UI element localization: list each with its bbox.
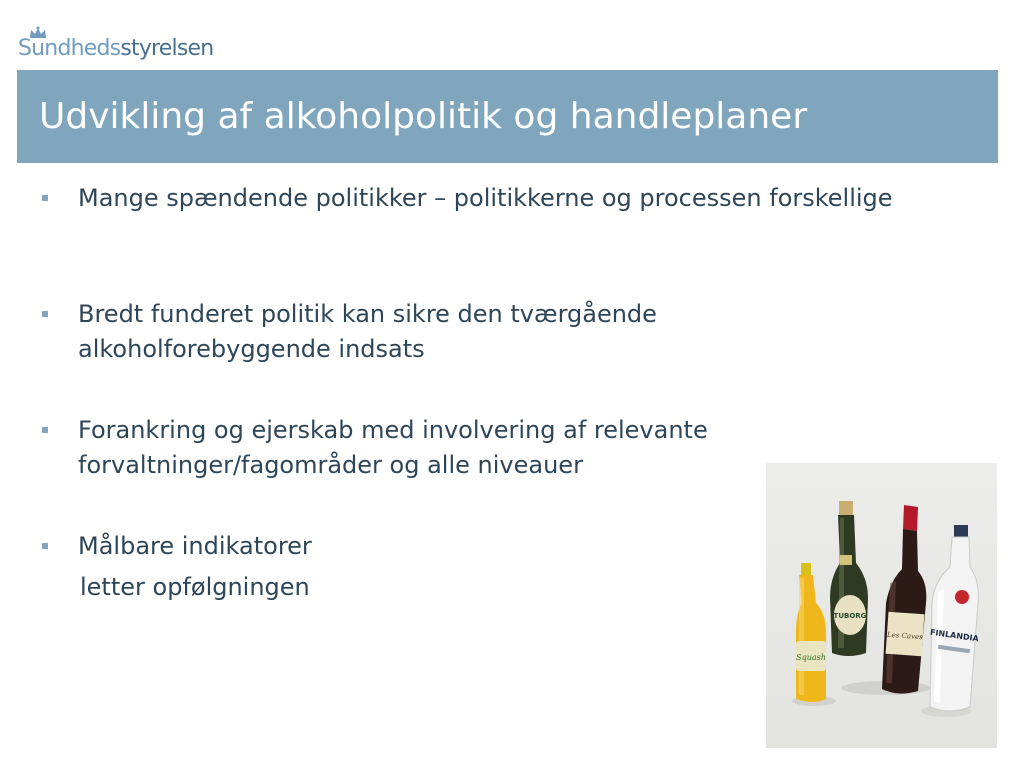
bullet-marker bbox=[42, 543, 48, 549]
bullet-marker bbox=[42, 427, 48, 433]
bottles-illustration bbox=[766, 463, 997, 748]
brand-name-part2: styrelsen bbox=[120, 36, 214, 61]
bullet-text: Mange spændende politikker – politikkerne og processen forskellige bbox=[78, 184, 893, 212]
bullet-marker bbox=[42, 195, 48, 201]
brand-logo bbox=[18, 26, 218, 66]
bottles-photo bbox=[766, 463, 997, 748]
tuborg-label: TUBORG bbox=[833, 612, 867, 620]
bullet-item bbox=[40, 297, 838, 367]
bullet-text: Bredt funderet politik kan sikre den tværgående alkoholforebyggende indsats bbox=[78, 300, 657, 363]
brand-wordmark bbox=[18, 36, 213, 61]
bullet-text: Forankring og ejerskab med involvering af relevante forvaltninger/fagområder og alle niveauer bbox=[78, 416, 708, 479]
finlandia-bottle bbox=[929, 525, 980, 711]
brand-name-part1: Sundheds bbox=[18, 36, 121, 61]
bullet-item bbox=[40, 529, 778, 564]
slide-title: Udvikling af alkoholpolitik og handleplaner bbox=[39, 96, 808, 137]
bullet-item bbox=[40, 181, 938, 216]
wine-label: Les Caves bbox=[886, 630, 924, 642]
title-bar bbox=[17, 70, 998, 163]
finlandia-label: FINLANDIA bbox=[929, 627, 980, 644]
squash-label: Squash bbox=[796, 653, 826, 662]
bullet-marker bbox=[42, 311, 48, 317]
bullet-text: Målbare indikatorer bbox=[78, 532, 312, 560]
wine-bottle bbox=[882, 505, 926, 694]
bullet-continuation: letter opfølgningen bbox=[80, 573, 310, 601]
squash-bottle bbox=[796, 563, 826, 702]
tuborg-bottle bbox=[830, 501, 868, 656]
